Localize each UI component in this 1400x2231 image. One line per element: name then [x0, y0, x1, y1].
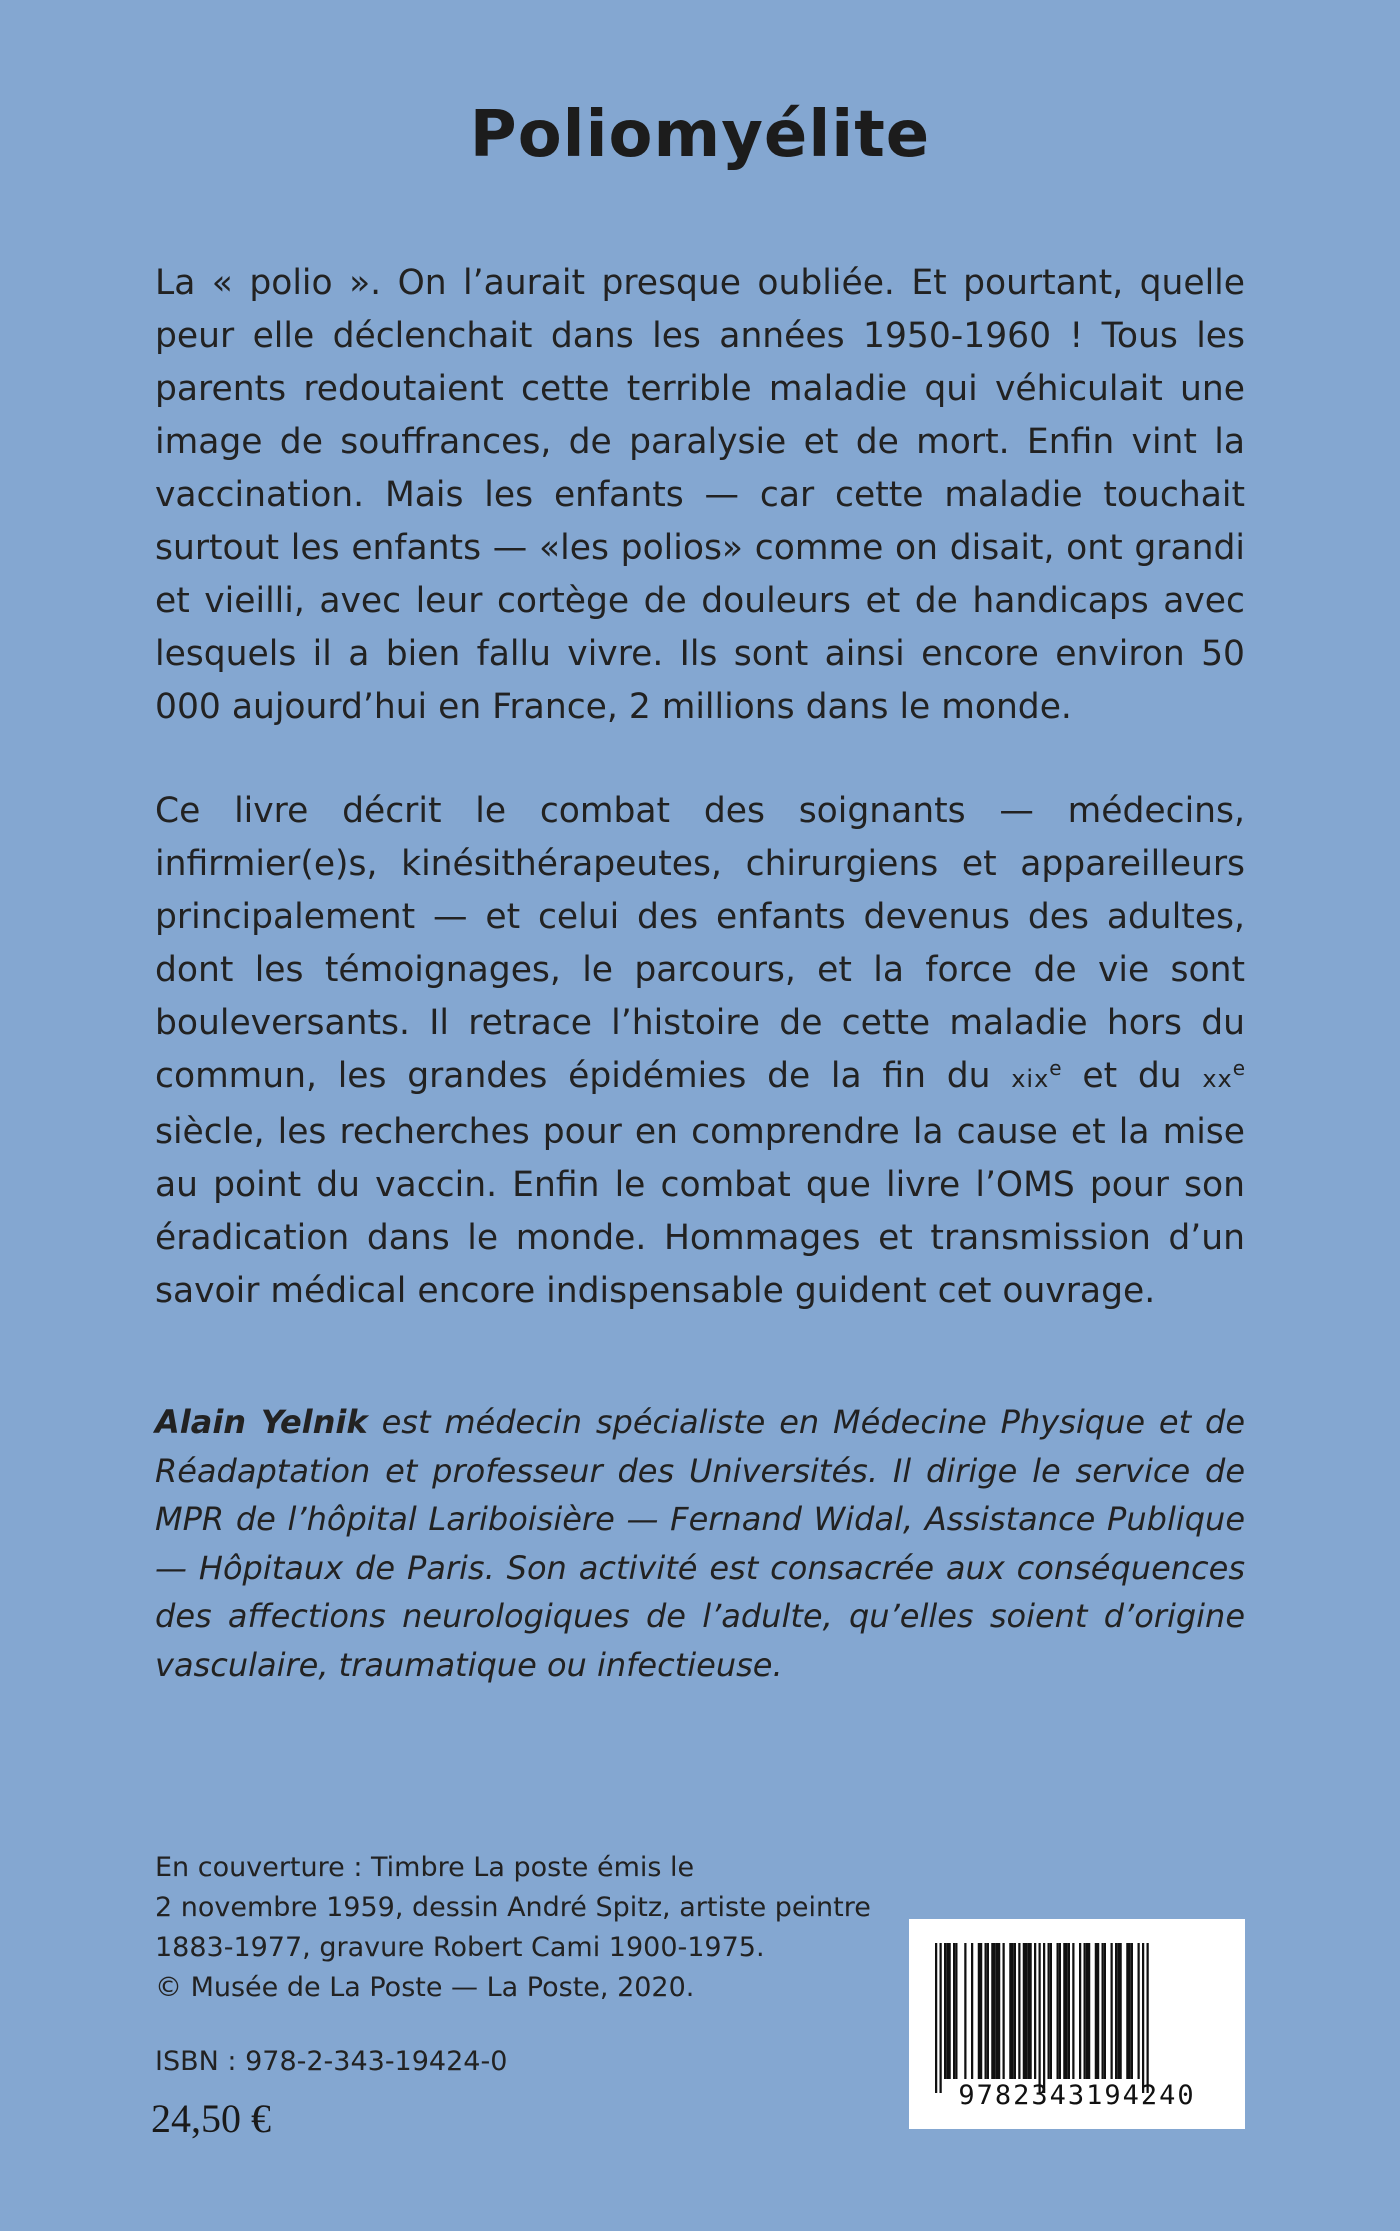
barcode-bar	[1003, 1943, 1005, 2079]
barcode-guard-bar	[1142, 1943, 1144, 2093]
barcode-bar	[1131, 1943, 1133, 2079]
barcode-bar	[1025, 1943, 1027, 2079]
barcode-guard-bar	[1147, 1943, 1149, 2093]
author-bio-text: est médecin spécialiste en Médecine Physique et de Réadaptation et professeur des Universités. Il dirige le service de MPR de l’hôpital Lariboisière — Fernand Widal, Assistance Publique — Hôpitaux de Paris. Son activité est consacrée aux conséquences des affections neurologiques de l’adulte, qu’elles soient d’origine vasculaire, traumatique ou infectieuse.	[155, 1403, 1246, 1684]
barcode-bar	[1072, 1943, 1074, 2079]
barcode-bar	[1104, 1943, 1106, 2079]
barcode-bar	[987, 1943, 989, 2079]
barcode-bar	[1048, 1943, 1050, 2079]
barcode-bar	[1111, 1943, 1113, 2079]
barcode-bar	[985, 1943, 987, 2079]
credits-line-1: En couverture : Timbre La poste émis le	[155, 1852, 695, 1883]
barcode-bar	[1095, 1943, 1097, 2079]
barcode-bar	[1059, 1943, 1061, 2079]
barcode-bar	[1079, 1943, 1081, 2079]
barcode-bar	[1086, 1943, 1088, 2079]
barcode-bar	[996, 1943, 998, 2079]
barcode-bar	[1088, 1943, 1090, 2079]
barcode-bar	[1057, 1943, 1059, 2079]
barcode-bar	[1066, 1943, 1068, 2079]
credits-line-4: © Musée de La Poste — La Poste, 2020.	[155, 1972, 695, 2003]
author-bio	[155, 1398, 1245, 1689]
barcode-digits: 9782343194240	[958, 2080, 1196, 2111]
barcode-bar	[1102, 1943, 1104, 2079]
barcode-bar	[978, 1943, 980, 2079]
barcode-guard-bar	[940, 1943, 942, 2093]
barcode-box	[909, 1919, 1245, 2129]
barcode-bar	[1068, 1943, 1070, 2079]
century-20-superscript: e	[1232, 1056, 1246, 1080]
and-du-text: et du	[1082, 1056, 1182, 1096]
barcode-bar	[1027, 1943, 1029, 2079]
barcode-bar	[1097, 1943, 1099, 2079]
author-name: Alain Yelnik	[155, 1403, 368, 1441]
century-19-smallcaps: xix	[1011, 1065, 1050, 1093]
barcode-bar	[1126, 1943, 1128, 2079]
isbn-text: ISBN : 978-2-343-19424-0	[155, 2046, 508, 2077]
credits-line-2: 2 novembre 1959, dessin André Spitz, artiste peintre	[155, 1892, 871, 1923]
barcode-guard-bar	[1043, 1943, 1045, 2093]
barcode-bar	[1018, 1943, 1020, 2079]
barcode-bar	[991, 1943, 993, 2079]
century-20-smallcaps: xx	[1202, 1065, 1233, 1093]
barcode-bar	[944, 1943, 946, 2079]
century-19-superscript: e	[1049, 1056, 1062, 1080]
barcode-bar	[1138, 1943, 1140, 2079]
barcode-bar	[1084, 1943, 1086, 2079]
blurb-paragraph-2-part-b: siècle, les recherches pour en comprendre la cause et la mise au point du vaccin. Enfin le combat que livre l’OMS pour son éradication dans le monde. Hommages et transmission d’un savoir médical encore indispensable guident cet ouvrage.	[155, 1112, 1245, 1311]
barcode-bar	[1050, 1943, 1052, 2079]
barcode-bar	[1115, 1943, 1117, 2079]
barcode-bar	[994, 1943, 996, 2079]
barcode-bar	[1117, 1943, 1119, 2079]
barcode-bar	[980, 1943, 982, 2079]
credits-line-3: 1883-1977, gravure Robert Cami 1900-1975.	[155, 1932, 765, 1963]
barcode-bar	[955, 1943, 957, 2079]
barcode-bar	[1023, 1943, 1025, 2079]
barcode-bar	[1129, 1943, 1131, 2079]
barcode-bar	[964, 1943, 966, 2079]
barcode-bar	[946, 1943, 948, 2079]
barcode-guard-bar	[935, 1943, 937, 2093]
blurb-paragraph-2	[155, 785, 1245, 1318]
barcode-bar	[1009, 1943, 1011, 2079]
blurb-paragraph-1: La « polio ». On l’aurait presque oubliée. Et pourtant, quelle peur elle déclenchait dans les années 1950-1960 ! Tous les parents redoutaient cette terrible maladie qui véhiculait une image de souffrances, de paralysie et de mort. Enfin vint la vaccination. Mais les enfants — car cette maladie touchait surtout les enfants — «les polios» comme on disait, ont grandi et vieilli, avec leur cortège de douleurs et de handicaps avec lesquels il a bien fallu vivre. Ils sont ainsi encore environ 50 000 aujourd’hui en France, 2 millions dans le monde.	[155, 263, 1245, 727]
barcode-bar	[1034, 1943, 1036, 2079]
barcode-bar	[1014, 1943, 1016, 2079]
barcode-bar	[1012, 1943, 1014, 2079]
barcode-bar	[971, 1943, 973, 2079]
barcode-bar	[953, 1943, 955, 2079]
barcode-bar	[1030, 1943, 1032, 2079]
price-text: 24,50 €	[151, 2096, 271, 2141]
cover-credits	[155, 1848, 915, 2008]
blurb-paragraph-2-part-a: Ce livre décrit le combat des soignants — médecins, infirmier(e)s, kinésithérapeutes, chirurgiens et appareilleurs principalement — et celui des enfants devenus des adultes, dont les témoignages, le parcours, et la force de vie sont bouleversants. Il retrace l’histoire de cette maladie hors du commun, les grandes épidémies de la fin du	[155, 791, 1245, 1096]
barcode-bar	[998, 1943, 1000, 2079]
barcode-bar	[1120, 1943, 1122, 2079]
barcode-bar	[1063, 1943, 1065, 2079]
book-title: Poliomyélite	[469, 98, 931, 172]
barcode-guard-bar	[1039, 1943, 1041, 2093]
barcode-bar	[949, 1943, 951, 2079]
